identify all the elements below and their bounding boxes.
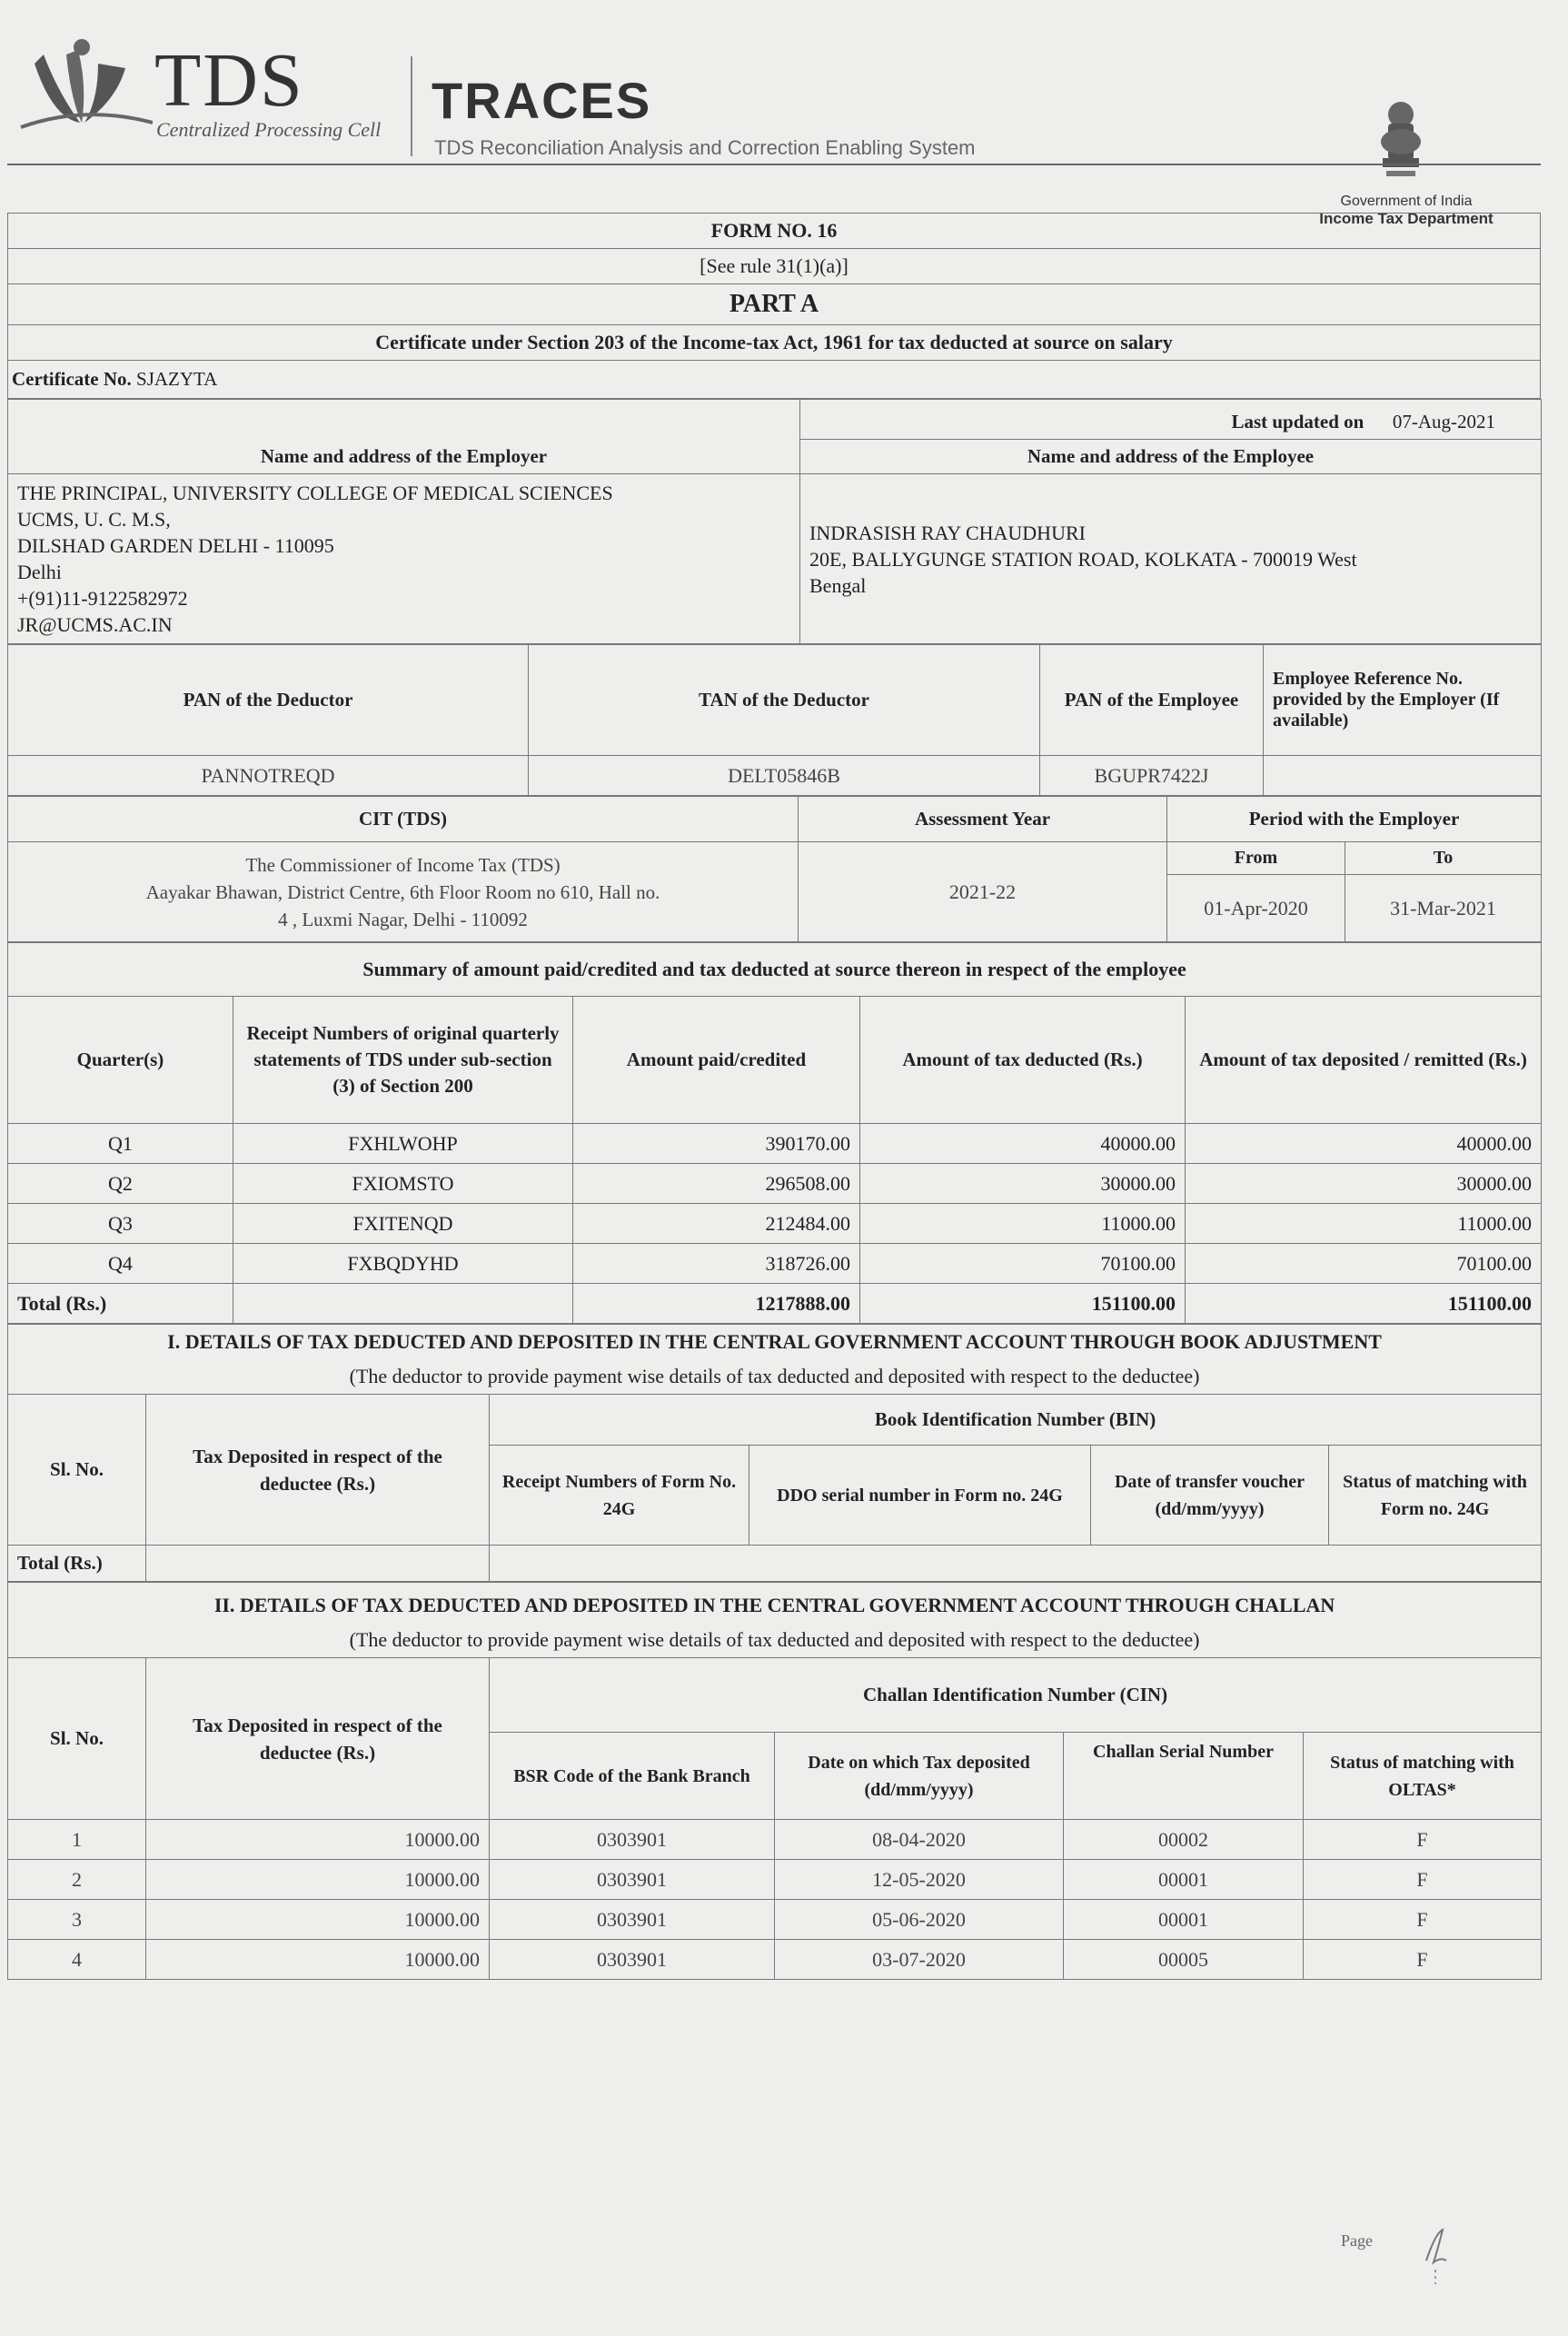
deposited-cell: 30000.00 (1186, 1164, 1542, 1204)
section1-heading: I. DETAILS OF TAX DEDUCTED AND DEPOSITED IN THE CENTRAL GOVERNMENT ACCOUNT THROUGH BOOK ADJUSTMENT (8, 1325, 1542, 1360)
last-updated-row (800, 400, 1542, 440)
tax-cell: 30000.00 (860, 1164, 1186, 1204)
status-cell: F (1304, 1900, 1542, 1940)
ids-table (7, 644, 1542, 796)
summary-table (7, 942, 1542, 1324)
col-challan-serial: Challan Serial Number (1064, 1733, 1304, 1820)
section1-total-empty (490, 1546, 1542, 1582)
cit-table (7, 796, 1542, 942)
certificate-heading: Certificate under Section 203 of the Income-tax Act, 1961 for tax deducted at source on salary (8, 325, 1541, 361)
tax-cell: 10000.00 (146, 1860, 490, 1900)
serial-cell: 00002 (1064, 1820, 1304, 1860)
section1-total-label: Total (Rs.) (8, 1546, 146, 1582)
traces-title: TRACES (432, 72, 652, 129)
emp-ref-label: Employee Reference No. provided by the Employer (If available) (1264, 645, 1542, 756)
tax-cell: 40000.00 (860, 1124, 1186, 1164)
sl-cell: 1 (8, 1820, 146, 1860)
total-deposited: 151100.00 (1186, 1284, 1542, 1324)
serial-cell: 00001 (1064, 1900, 1304, 1940)
cert-no-label: Certificate No. (12, 368, 132, 390)
receipt-cell: FXBQDYHD (233, 1244, 573, 1284)
amount-cell: 318726.00 (573, 1244, 860, 1284)
deposited-cell: 40000.00 (1186, 1124, 1542, 1164)
tan-deductor-label: TAN of the Deductor (529, 645, 1040, 756)
period-label: Period with the Employer (1167, 797, 1542, 842)
deposited-cell: 11000.00 (1186, 1204, 1542, 1244)
sl-cell: 2 (8, 1860, 146, 1900)
status-cell: F (1304, 1860, 1542, 1900)
certificate-number-row (8, 361, 1541, 399)
receipt-cell: FXIOMSTO (233, 1164, 573, 1204)
tax-cell: 70100.00 (860, 1244, 1186, 1284)
status-cell: F (1304, 1820, 1542, 1860)
summary-heading: Summary of amount paid/credited and tax deducted at source thereon in respect of the employee (8, 943, 1542, 997)
col-receipt: Receipt Numbers of original quarterly statements of TDS under sub-section (3) of Section 200 (233, 997, 573, 1124)
assessment-year-value: 2021-22 (799, 842, 1167, 942)
col-tax-deposited: Tax Deposited in respect of the deductee (Rs.) (146, 1658, 490, 1820)
bsr-cell: 0303901 (490, 1940, 775, 1980)
party-table (7, 399, 1542, 644)
employer-line: THE PRINCIPAL, UNIVERSITY COLLEGE OF MEDICAL SCIENCES (17, 482, 613, 504)
employer-line: DILSHAD GARDEN DELHI - 110095 (17, 534, 334, 557)
tds-subtitle: Centralized Processing Cell (156, 118, 382, 141)
tax-cell: 11000.00 (860, 1204, 1186, 1244)
tax-cell: 10000.00 (146, 1900, 490, 1940)
table-row (8, 1820, 1542, 1860)
section1-subheading: (The deductor to provide payment wise details of tax deducted and deposited with respect to the deductee) (8, 1359, 1542, 1395)
employee-heading: Name and address of the Employee (800, 440, 1542, 474)
bsr-cell: 0303901 (490, 1860, 775, 1900)
serial-cell: 00005 (1064, 1940, 1304, 1980)
col-receipt-24g: Receipt Numbers of Form No. 24G (490, 1446, 749, 1546)
amount-cell: 212484.00 (573, 1204, 860, 1244)
form-title: FORM NO. 16 (8, 214, 1541, 249)
employer-line: Delhi (17, 561, 62, 583)
title-table (7, 213, 1541, 399)
serial-cell: 00001 (1064, 1860, 1304, 1900)
col-quarter: Quarter(s) (8, 997, 233, 1124)
col-bin: Book Identification Number (BIN) (490, 1395, 1542, 1446)
challan-table (7, 1582, 1542, 1980)
table-row (8, 1244, 1542, 1284)
amount-cell: 390170.00 (573, 1124, 860, 1164)
section1-total-value (146, 1546, 490, 1582)
table-row (8, 1124, 1542, 1164)
col-status-24g: Status of matching with Form no. 24G (1329, 1446, 1542, 1546)
from-label: From (1167, 842, 1345, 875)
header-divider (411, 56, 412, 156)
tds-logo-icon (16, 36, 153, 136)
assessment-year-label: Assessment Year (799, 797, 1167, 842)
employee-address (800, 474, 1542, 644)
signature-mark-icon (1417, 2224, 1454, 2288)
cit-address (8, 842, 799, 942)
date-cell: 05-06-2020 (775, 1900, 1064, 1940)
book-adjustment-table (7, 1324, 1542, 1582)
col-deposit-date: Date on which Tax deposited (dd/mm/yyyy) (775, 1733, 1064, 1820)
cert-no-value: SJAZYTA (136, 368, 218, 390)
col-tax-deposited: Tax Deposited in respect of the deductee (Rs.) (146, 1395, 490, 1546)
total-amount: 1217888.00 (573, 1284, 860, 1324)
form-body (7, 164, 1541, 1980)
cit-line: The Commissioner of Income Tax (TDS) (245, 853, 561, 876)
col-sl-no: Sl. No. (8, 1395, 146, 1546)
quarter-cell: Q4 (8, 1244, 233, 1284)
form-rule: [See rule 31(1)(a)] (8, 249, 1541, 284)
col-bsr: BSR Code of the Bank Branch (490, 1733, 775, 1820)
sl-cell: 3 (8, 1900, 146, 1940)
employer-line: +(91)11-9122582972 (17, 587, 188, 610)
cit-label: CIT (TDS) (8, 797, 799, 842)
section2-subheading: (The deductor to provide payment wise details of tax deducted and deposited with respect to the deductee) (8, 1623, 1542, 1658)
employer-line: JR@UCMS.AC.IN (17, 613, 173, 636)
quarter-cell: Q2 (8, 1164, 233, 1204)
bsr-cell: 0303901 (490, 1820, 775, 1860)
col-amount: Amount paid/credited (573, 997, 860, 1124)
employee-line: INDRASISH RAY CHAUDHURI (809, 521, 1086, 544)
employer-line: UCMS, U. C. M.S, (17, 508, 171, 531)
amount-cell: 296508.00 (573, 1164, 860, 1204)
status-cell: F (1304, 1940, 1542, 1980)
part-title: PART A (8, 284, 1541, 325)
section2-heading: II. DETAILS OF TAX DEDUCTED AND DEPOSITED IN THE CENTRAL GOVERNMENT ACCOUNT THROUGH CHALLAN (8, 1583, 1542, 1624)
col-tax: Amount of tax deducted (Rs.) (860, 997, 1186, 1124)
col-cin: Challan Identification Number (CIN) (490, 1658, 1542, 1733)
traces-subtitle: TDS Reconciliation Analysis and Correction Enabling System (434, 136, 976, 159)
total-row (8, 1546, 1542, 1582)
pan-employee-value: BGUPR7422J (1040, 756, 1264, 796)
tax-cell: 10000.00 (146, 1940, 490, 1980)
gov-line-2: Income Tax Department (1319, 210, 1494, 227)
col-status-oltas: Status of matching with OLTAS* (1304, 1733, 1542, 1820)
pan-employee-label: PAN of the Employee (1040, 645, 1264, 756)
table-row (8, 1204, 1542, 1244)
pan-deductor-value: PANNOTREQD (8, 756, 529, 796)
gov-line-1: Government of India (1340, 194, 1473, 209)
receipt-cell: FXITENQD (233, 1204, 573, 1244)
emp-ref-value (1264, 756, 1542, 796)
col-deposited: Amount of tax deposited / remitted (Rs.) (1186, 997, 1542, 1124)
receipt-cell: FXHLWOHP (233, 1124, 573, 1164)
sl-cell: 4 (8, 1940, 146, 1980)
tax-cell: 10000.00 (146, 1820, 490, 1860)
to-label: To (1345, 842, 1542, 875)
table-row (8, 1900, 1542, 1940)
tds-title: TDS (154, 38, 304, 123)
bsr-cell: 0303901 (490, 1900, 775, 1940)
total-row (8, 1284, 1542, 1324)
date-cell: 03-07-2020 (775, 1940, 1064, 1980)
quarter-cell: Q1 (8, 1124, 233, 1164)
date-cell: 08-04-2020 (775, 1820, 1064, 1860)
deposited-cell: 70100.00 (1186, 1244, 1542, 1284)
date-cell: 12-05-2020 (775, 1860, 1064, 1900)
tan-deductor-value: DELT05846B (529, 756, 1040, 796)
total-tax: 151100.00 (860, 1284, 1186, 1324)
cit-line: 4 , Luxmi Nagar, Delhi - 110092 (278, 908, 528, 930)
page-label: Page (1341, 2232, 1373, 2250)
total-empty-cell (233, 1284, 573, 1324)
pan-deductor-label: PAN of the Deductor (8, 645, 529, 756)
employer-heading: Name and address of the Employer (8, 400, 800, 474)
col-sl-no: Sl. No. (8, 1658, 146, 1820)
employee-line: 20E, BALLYGUNGE STATION ROAD, KOLKATA - 700019 West (809, 547, 1357, 571)
table-row (8, 1164, 1542, 1204)
table-row (8, 1860, 1542, 1900)
col-transfer-date: Date of transfer voucher (dd/mm/yyyy) (1091, 1446, 1329, 1546)
to-value: 31-Mar-2021 (1345, 875, 1542, 942)
table-row (8, 1940, 1542, 1980)
from-value: 01-Apr-2020 (1167, 875, 1345, 942)
total-label: Total (Rs.) (8, 1284, 233, 1324)
employee-line: Bengal (809, 573, 867, 597)
employer-address (8, 474, 800, 644)
quarter-cell: Q3 (8, 1204, 233, 1244)
last-updated-label: Last updated on (1231, 411, 1365, 432)
last-updated-value: 07-Aug-2021 (1392, 411, 1495, 432)
col-ddo-serial: DDO serial number in Form no. 24G (749, 1446, 1091, 1546)
cit-line: Aayakar Bhawan, District Centre, 6th Floor Room no 610, Hall no. (145, 880, 660, 903)
